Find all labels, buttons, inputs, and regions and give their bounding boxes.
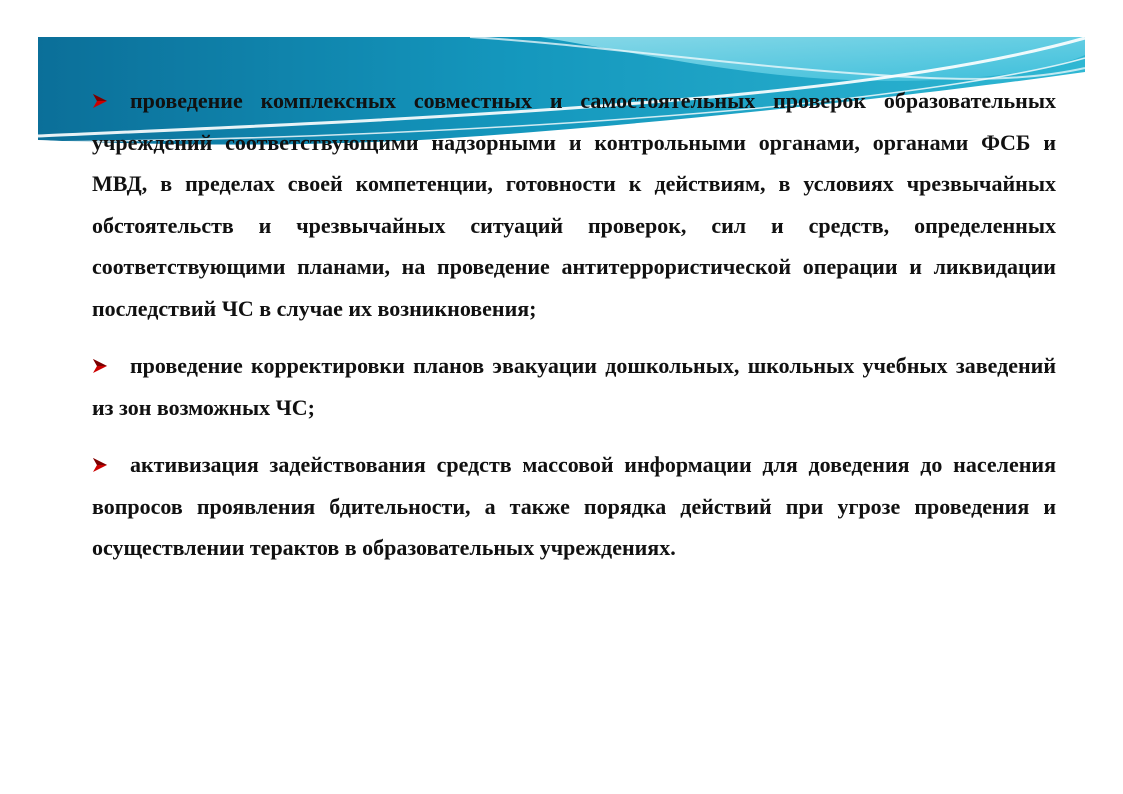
bullet-text: активизация задействования средств массовой информации для доведения до населения вопросов проявления бдительности, а также порядка действий при угрозе проведения и осуществлении терактов в образовательных учреждениях.: [92, 452, 1056, 560]
bullet-text: проведение корректировки планов эвакуации дошкольных, школьных учебных заведений из зон возможных ЧС;: [92, 353, 1056, 420]
bullet-item: [92, 444, 1056, 569]
bullet-item: [92, 80, 1056, 329]
arrow-bullet-icon: [92, 457, 130, 473]
bullet-text: проведение комплексных совместных и самостоятельных проверок образовательных учреждений соответствующими надзорными и контрольными органами, органами ФСБ и МВД, в пределах своей компетенции, готовности к действиям, в условиях чрезвычайных обстоятельств и чрезвычайных ситуаций проверок, сил и средств, определенных соответствующими планами, на проведение антитеррористической операции и ликвидации последствий ЧС в случае их возникновения;: [92, 88, 1056, 321]
arrow-bullet-icon: [92, 358, 130, 374]
arrow-bullet-icon: [92, 93, 130, 109]
bullet-list: [92, 80, 1056, 585]
bullet-item: [92, 345, 1056, 428]
